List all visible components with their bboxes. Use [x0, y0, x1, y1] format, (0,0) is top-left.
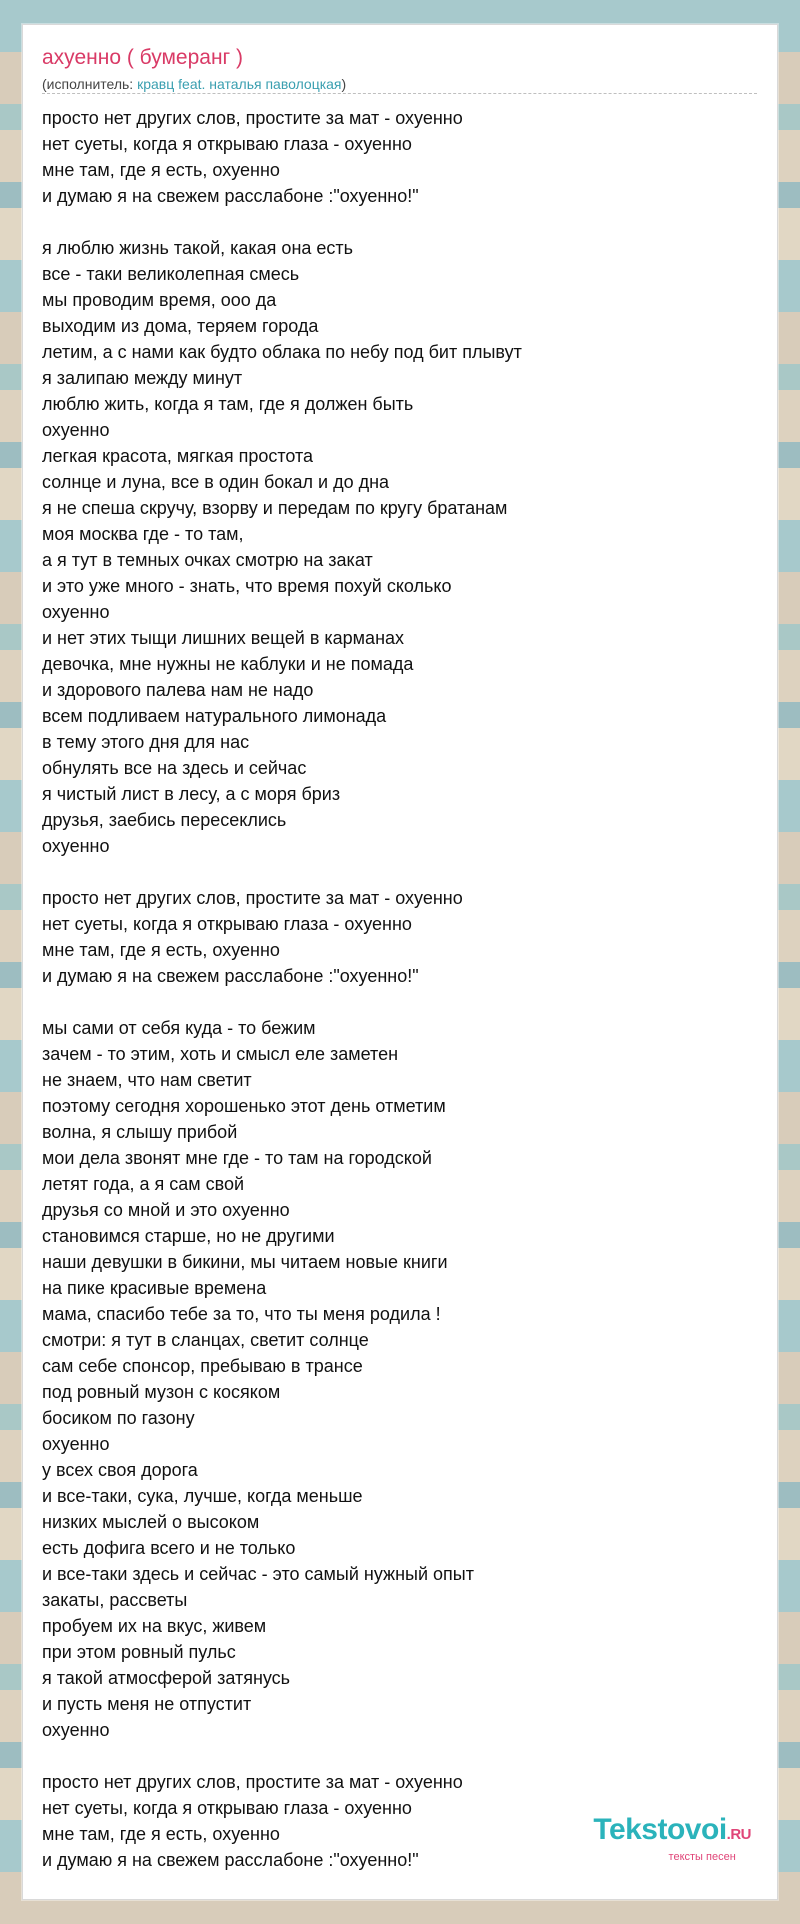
song-title: ахуенно ( бумеранг ): [42, 46, 244, 69]
lyric-line: девочка, мне нужны не каблуки и не помада: [42, 654, 414, 674]
song-header: [42, 45, 757, 93]
lyric-line: охуенно: [42, 1720, 110, 1740]
artist-suffix: ): [341, 76, 347, 92]
lyric-line: и думаю я на свежем расслабоне :"охуенно!": [42, 186, 419, 206]
lyric-line: обнулять все на здесь и сейчас: [42, 758, 307, 778]
lyric-line: при этом ровный пульс: [42, 1642, 236, 1662]
lyric-line: мои дела звонят мне где - то там на городской: [42, 1148, 432, 1168]
lyric-line: наши девушки в бикини, мы читаем новые книги: [42, 1252, 448, 1272]
lyric-line: и все-таки, сука, лучше, когда меньше: [42, 1486, 363, 1506]
lyric-line: [42, 859, 757, 885]
lyric-line: мне там, где я есть, охуенно: [42, 160, 280, 180]
lyric-line: мы проводим время, ооо да: [42, 290, 277, 310]
lyric-line: люблю жить, когда я там, где я должен быть: [42, 394, 414, 414]
lyric-line: а я тут в темных очках смотрю на закат: [42, 550, 373, 570]
lyric-line: просто нет других слов, простите за мат - охуенно: [42, 108, 463, 128]
lyric-line: под ровный музон с косяком: [42, 1382, 281, 1402]
site-logo[interactable]: [593, 1814, 751, 1863]
lyric-line: охуенно: [42, 836, 110, 856]
lyric-line: [42, 1743, 757, 1769]
lyric-line: волна, я слышу прибой: [42, 1122, 238, 1142]
lyric-line: в тему этого дня для нас: [42, 732, 250, 752]
lyric-line: на пике красивые времена: [42, 1278, 267, 1298]
lyric-line: мы сами от себя куда - то бежим: [42, 1018, 316, 1038]
lyric-line: нет суеты, когда я открываю глаза - охуенно: [42, 914, 412, 934]
lyric-line: босиком по газону: [42, 1408, 195, 1428]
lyric-line: я такой атмосферой затянусь: [42, 1668, 291, 1688]
lyric-line: я чистый лист в лесу, а с моря бриз: [42, 784, 341, 804]
lyric-line: и все-таки здесь и сейчас - это самый нужный опыт: [42, 1564, 474, 1584]
lyric-line: я люблю жизнь такой, какая она есть: [42, 238, 354, 258]
lyric-line: зачем - то этим, хоть и смысл еле заметен: [42, 1044, 399, 1064]
lyric-line: сам себе спонсор, пребываю в трансе: [42, 1356, 363, 1376]
lyric-line: летим, а с нами как будто облака по небу под бит плывут: [42, 342, 522, 362]
lyric-line: и думаю я на свежем расслабоне :"охуенно!": [42, 1850, 419, 1870]
lyric-line: выходим из дома, теряем города: [42, 316, 319, 336]
logo-tld: .RU: [726, 1826, 751, 1843]
lyric-line: низких мыслей о высоком: [42, 1512, 260, 1532]
lyric-line: у всех своя дорога: [42, 1460, 198, 1480]
lyric-line: и пусть меня не отпустит: [42, 1694, 252, 1714]
lyric-line: я залипаю между минут: [42, 368, 243, 388]
lyric-line: поэтому сегодня хорошенько этот день отметим: [42, 1096, 446, 1116]
logo-name: Tekstovoi: [593, 1813, 727, 1846]
lyric-line: охуенно: [42, 420, 110, 440]
lyric-line: солнце и луна, все в один бокал и до дна: [42, 472, 390, 492]
lyrics-card: [22, 24, 778, 1900]
lyric-line: мне там, где я есть, охуенно: [42, 940, 280, 960]
artist-line: [42, 75, 757, 93]
lyric-line: мама, спасибо тебе за то, что ты меня родила !: [42, 1304, 441, 1324]
lyric-line: охуенно: [42, 602, 110, 622]
lyric-line: пробуем их на вкус, живем: [42, 1616, 267, 1636]
lyric-line: я не спеша скручу, взорву и передам по кругу братанам: [42, 498, 508, 518]
lyric-line: становимся старше, но не другими: [42, 1226, 335, 1246]
lyric-line: [42, 989, 757, 1015]
lyric-line: нет суеты, когда я открываю глаза - охуенно: [42, 1798, 412, 1818]
lyric-line: и здорового палева нам не надо: [42, 680, 314, 700]
lyric-line: просто нет других слов, простите за мат - охуенно: [42, 888, 463, 908]
lyric-line: друзья, заебись пересеклись: [42, 810, 287, 830]
artist-link[interactable]: кравц feat. наталья паволоцкая: [137, 76, 342, 92]
lyric-line: нет суеты, когда я открываю глаза - охуенно: [42, 134, 412, 154]
logo-tagline: тексты песен: [668, 1851, 736, 1863]
lyric-line: смотри: я тут в сланцах, светит солнце: [42, 1330, 369, 1350]
lyric-line: летят года, а я сам свой: [42, 1174, 245, 1194]
lyric-line: и нет этих тыщи лишних вещей в карманах: [42, 628, 405, 648]
lyric-line: есть дофига всего и не только: [42, 1538, 296, 1558]
lyric-line: просто нет других слов, простите за мат - охуенно: [42, 1772, 463, 1792]
artist-prefix: (исполнитель:: [42, 76, 138, 92]
header-divider: [42, 93, 757, 94]
lyric-line: и это уже много - знать, что время похуй сколько: [42, 576, 452, 596]
lyric-line: мне там, где я есть, охуенно: [42, 1824, 280, 1844]
lyric-line: друзья со мной и это охуенно: [42, 1200, 290, 1220]
lyric-line: легкая красота, мягкая простота: [42, 446, 314, 466]
lyric-line: все - таки великолепная смесь: [42, 264, 300, 284]
lyric-line: охуенно: [42, 1434, 110, 1454]
lyric-line: моя москва где - то там,: [42, 524, 244, 544]
lyric-line: не знаем, что нам светит: [42, 1070, 252, 1090]
lyric-line: и думаю я на свежем расслабоне :"охуенно!": [42, 966, 419, 986]
lyric-line: всем подливаем натурального лимонада: [42, 706, 387, 726]
lyrics-text: [42, 105, 757, 1873]
lyric-line: [42, 209, 757, 235]
lyric-line: закаты, рассветы: [42, 1590, 188, 1610]
